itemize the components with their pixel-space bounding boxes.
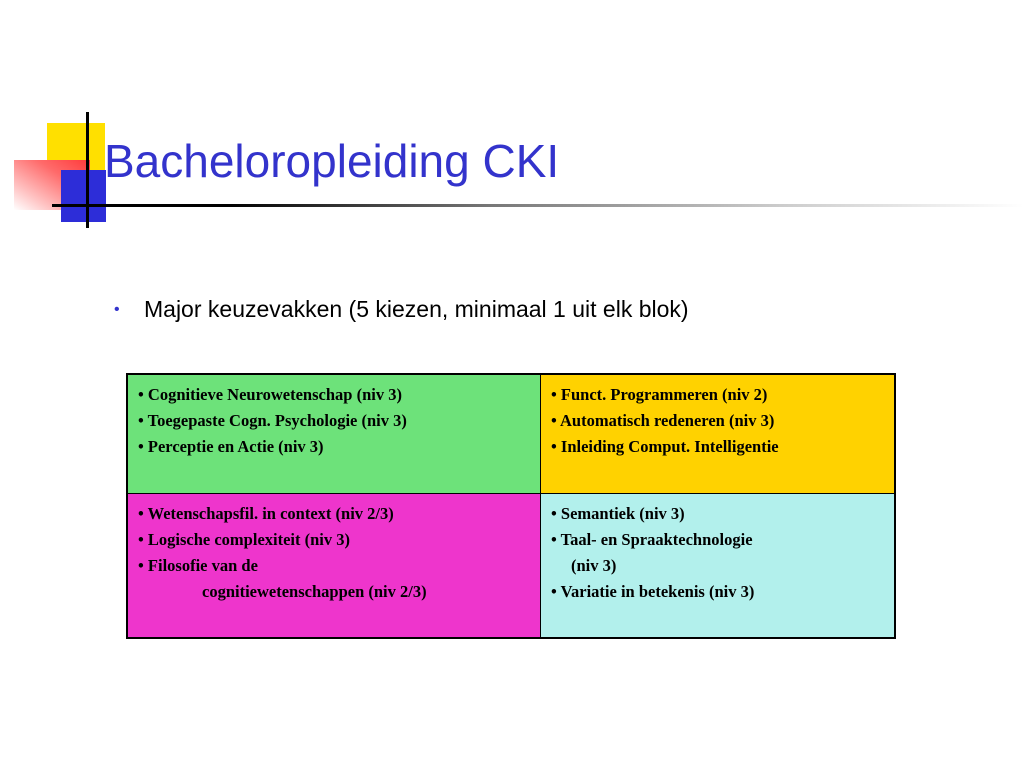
course-item-continuation: (niv 3) bbox=[571, 556, 617, 575]
decorative-vertical-line bbox=[86, 112, 89, 228]
decorative-blue-square bbox=[61, 170, 106, 222]
course-item: • Toegepaste Cogn. Psychologie (niv 3) bbox=[138, 411, 407, 430]
course-item: • Cognitieve Neurowetenschap (niv 3) bbox=[138, 385, 402, 404]
course-item: • Logische complexiteit (niv 3) bbox=[138, 530, 350, 549]
block-top-right bbox=[541, 375, 894, 494]
bullet-marker: • bbox=[114, 301, 120, 318]
bullet-text: Major keuzevakken (5 kiezen, minimaal 1 uit elk blok) bbox=[144, 296, 689, 322]
course-item: • Filosofie van de bbox=[138, 556, 258, 575]
slide-title: Bacheloropleiding CKI bbox=[104, 135, 560, 187]
block-bottom-right bbox=[541, 494, 894, 637]
title-underline-divider bbox=[52, 204, 1024, 207]
course-item: • Taal- en Spraaktechnologie bbox=[551, 530, 753, 549]
block-top-left bbox=[128, 375, 541, 494]
course-item: • Wetenschapsfil. in context (niv 2/3) bbox=[138, 504, 394, 523]
block-bottom-left bbox=[128, 494, 541, 637]
bullet-item bbox=[114, 296, 689, 323]
course-item: • Inleiding Comput. Intelligentie bbox=[551, 437, 779, 456]
course-block-table bbox=[126, 373, 896, 639]
course-item: • Funct. Programmeren (niv 2) bbox=[551, 385, 768, 404]
course-item: • Perceptie en Actie (niv 3) bbox=[138, 437, 324, 456]
course-item: • Semantiek (niv 3) bbox=[551, 504, 685, 523]
course-item: • Variatie in betekenis (niv 3) bbox=[551, 582, 755, 601]
course-item: • Automatisch redeneren (niv 3) bbox=[551, 411, 775, 430]
course-item-continuation: cognitiewetenschappen (niv 2/3) bbox=[202, 582, 427, 601]
